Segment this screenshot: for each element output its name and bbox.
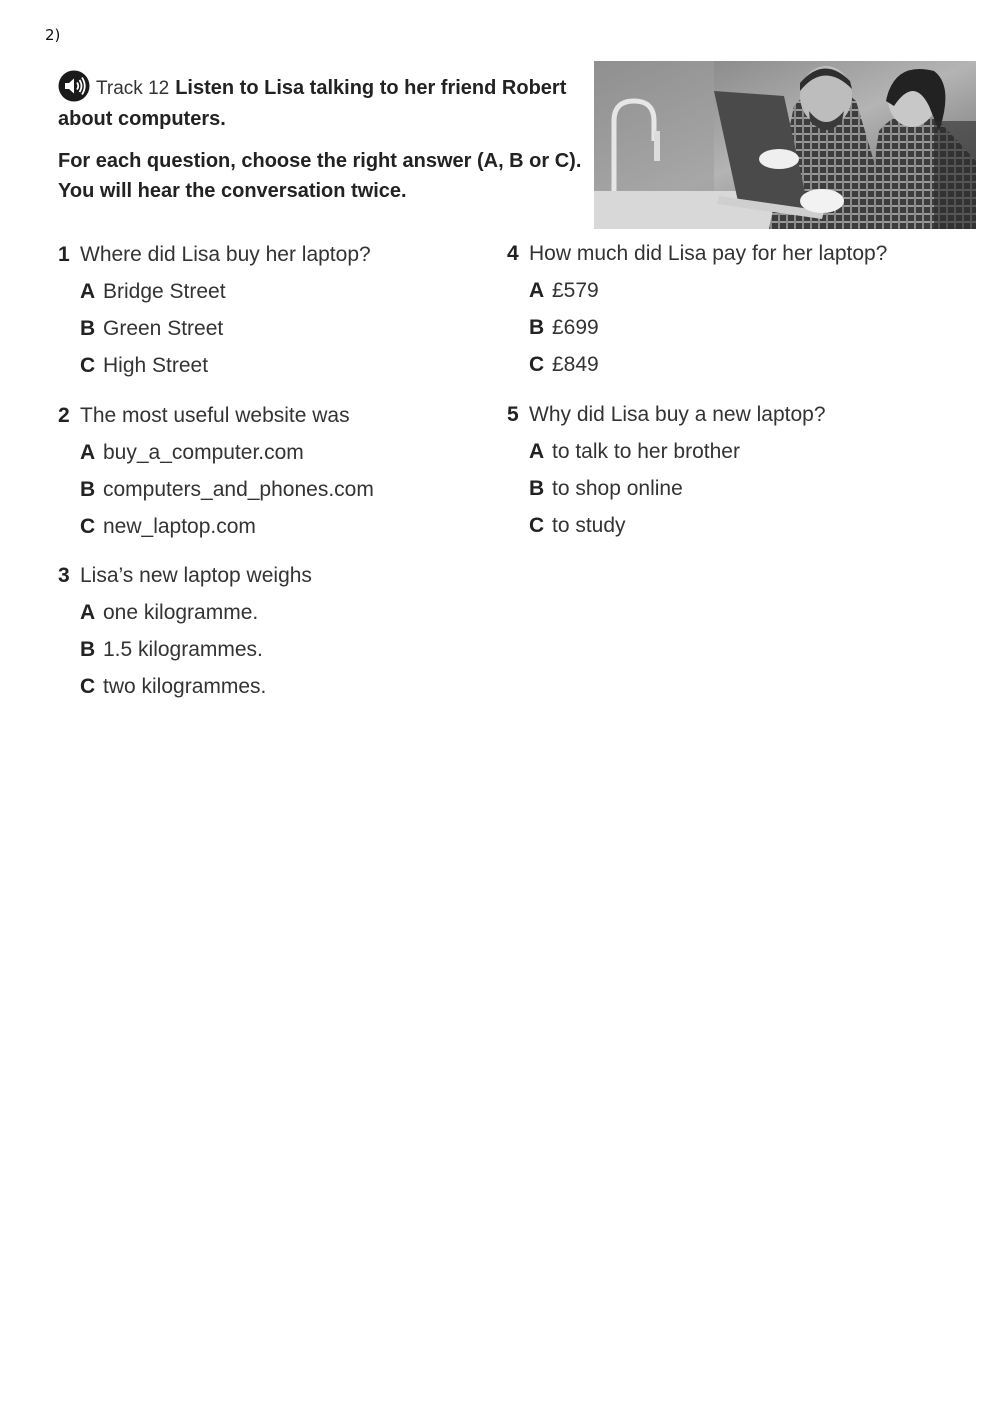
option-letter: C	[80, 675, 96, 698]
option-text: to study	[552, 514, 626, 537]
question-line	[507, 241, 947, 267]
option-letter: C	[529, 353, 545, 376]
option-b[interactable]	[80, 477, 498, 503]
question-number: 4	[507, 242, 519, 265]
question-line	[507, 402, 947, 428]
question-text: The most useful website was	[80, 404, 350, 427]
option-letter: A	[80, 441, 96, 464]
question-number: 3	[58, 564, 70, 587]
instructions-line: For each question, choose the right answer (A, B or C).	[58, 150, 582, 172]
question-1	[58, 242, 498, 379]
option-a[interactable]	[529, 278, 947, 304]
option-a[interactable]	[529, 439, 947, 465]
option-text: computers_and_phones.com	[103, 478, 374, 501]
option-letter: B	[80, 638, 96, 661]
option-text: 1.5 kilogrammes.	[103, 638, 263, 661]
option-letter: B	[80, 317, 96, 340]
track-label: Track 12	[96, 78, 170, 99]
option-b[interactable]	[529, 315, 947, 341]
instructions-text	[58, 146, 588, 206]
photo-people-with-laptop	[594, 61, 976, 229]
option-letter: B	[80, 478, 96, 501]
option-b[interactable]	[529, 476, 947, 502]
option-c[interactable]	[529, 352, 947, 378]
question-text: How much did Lisa pay for her laptop?	[529, 242, 888, 265]
option-letter: A	[529, 440, 545, 463]
question-5	[507, 402, 947, 539]
question-text: Why did Lisa buy a new laptop?	[529, 403, 826, 426]
option-c[interactable]	[80, 353, 498, 379]
option-letter: B	[529, 316, 545, 339]
option-letter: A	[80, 601, 96, 624]
option-letter: A	[529, 279, 545, 302]
option-text: £849	[552, 353, 599, 376]
option-text: new_laptop.com	[103, 515, 256, 538]
option-text: £579	[552, 279, 599, 302]
option-letter: C	[80, 515, 96, 538]
option-text: buy_a_computer.com	[103, 441, 304, 464]
question-3	[58, 563, 498, 700]
option-a[interactable]	[80, 279, 498, 305]
question-line	[58, 403, 498, 429]
question-number: 2	[58, 404, 70, 427]
page-number: 2)	[45, 26, 61, 44]
option-letter: B	[529, 477, 545, 500]
option-c[interactable]	[80, 674, 498, 700]
option-text: Green Street	[103, 317, 224, 340]
question-text: Where did Lisa buy her laptop?	[80, 243, 371, 266]
option-text: two kilogrammes.	[103, 675, 267, 698]
option-letter: A	[80, 280, 96, 303]
option-text: one kilogramme.	[103, 601, 259, 624]
option-text: to talk to her brother	[552, 440, 740, 463]
option-a[interactable]	[80, 600, 498, 626]
instructions-title: Listen to Lisa talking to her friend Robert about computers.	[58, 77, 567, 130]
option-text: High Street	[103, 354, 209, 377]
option-text: to shop online	[552, 477, 683, 500]
track-line	[58, 70, 588, 134]
option-b[interactable]	[80, 316, 498, 342]
question-text: Lisa’s new laptop weighs	[80, 564, 312, 587]
option-text: Bridge Street	[103, 280, 226, 303]
question-line	[58, 563, 498, 589]
option-text: £699	[552, 316, 599, 339]
instructions-line: You will hear the conversation twice.	[58, 180, 407, 202]
question-number: 5	[507, 403, 519, 426]
option-c[interactable]	[80, 514, 498, 540]
instructions	[58, 70, 588, 206]
question-number: 1	[58, 243, 70, 266]
option-letter: C	[80, 354, 96, 377]
question-line	[58, 242, 498, 268]
question-4	[507, 241, 947, 378]
option-b[interactable]	[80, 637, 498, 663]
option-c[interactable]	[529, 513, 947, 539]
option-letter: C	[529, 514, 545, 537]
audio-speaker-icon	[58, 70, 90, 102]
option-a[interactable]	[80, 440, 498, 466]
question-2	[58, 403, 498, 540]
